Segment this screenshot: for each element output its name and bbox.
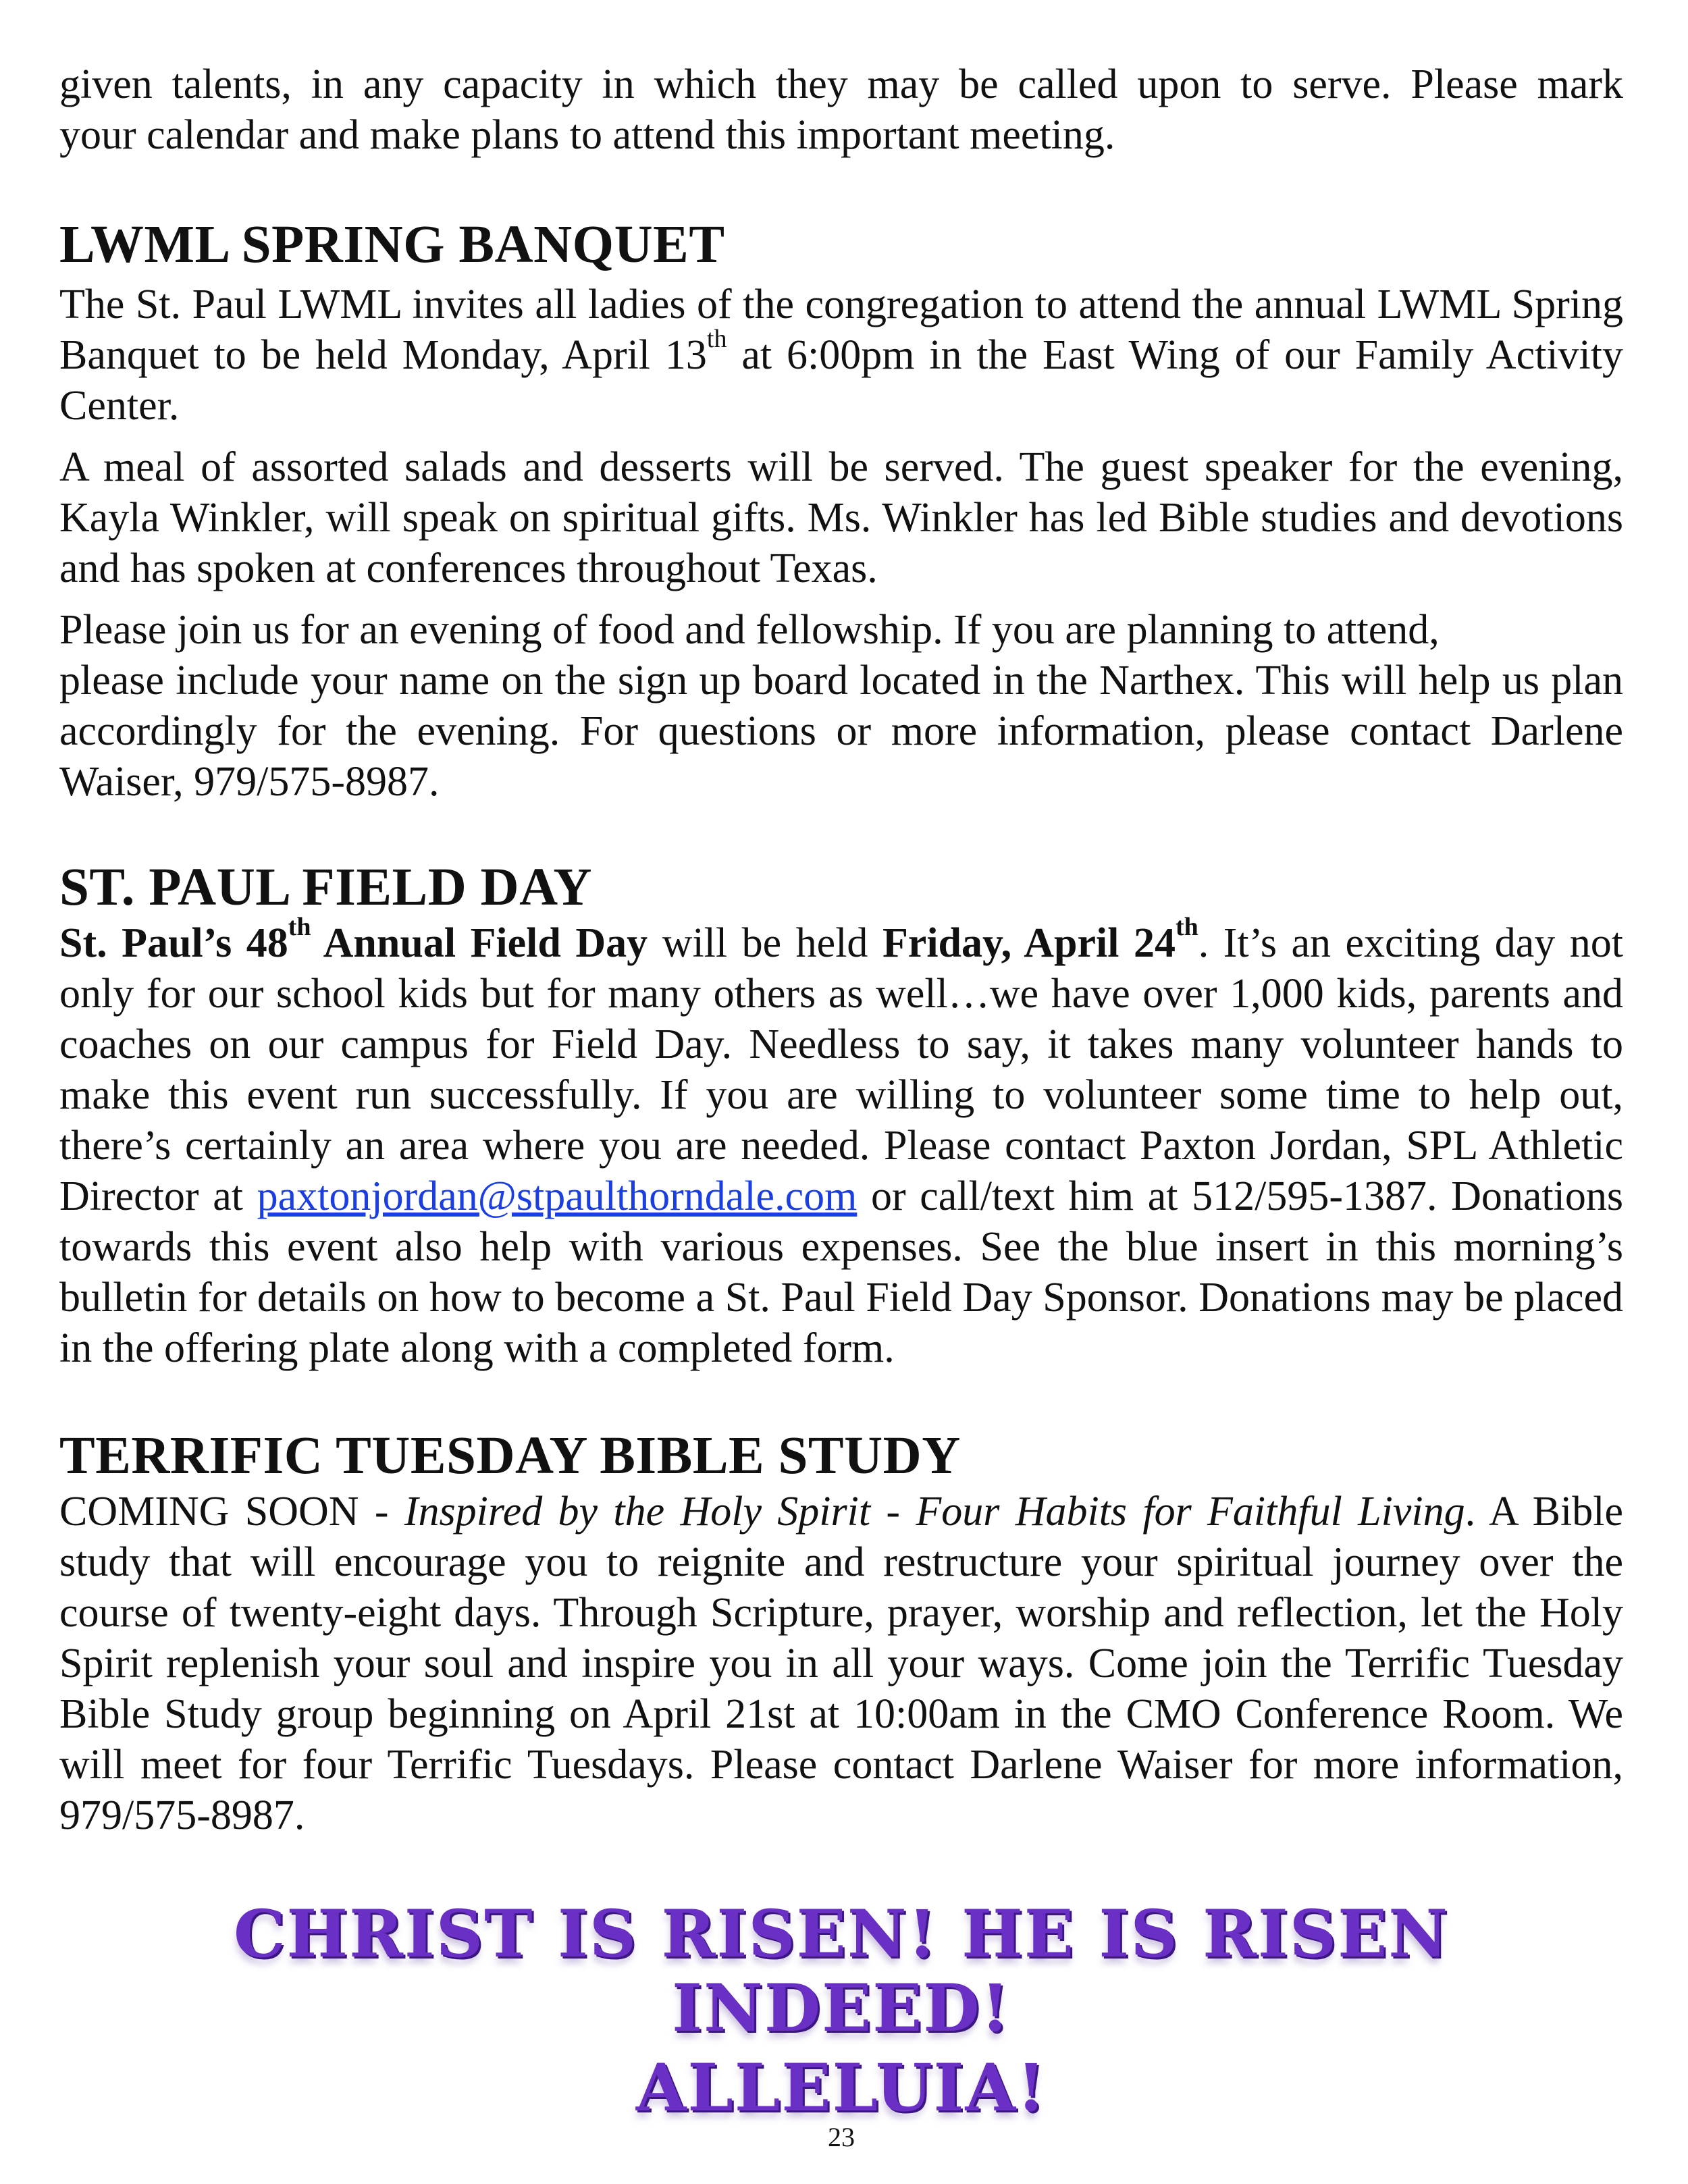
- field-day-bold-1b: Annual Field Day: [311, 920, 648, 966]
- field-day-bold-2: Friday, April 24: [882, 920, 1176, 966]
- section-bible-study: [59, 1426, 1623, 1841]
- banquet-paragraph-2: A meal of assorted salads and desserts will be served. The guest speaker for the evening, Kayla Winkler, will speak on spiritual gifts. Ms. Winkler has led Bible studies and devotions and has spoken at conferences throughout Texas.: [59, 444, 1623, 591]
- banner-line-1: CHRIST IS RISEN! HE IS RISEN INDEED!: [233, 1896, 1450, 2046]
- section-lwml-banquet: [59, 215, 1623, 807]
- banquet-p1-text-a: The St. Paul LWML invites all ladies of the congregation to attend the annual LWML Spring Banquet to be held Monday, April 13: [59, 282, 1623, 378]
- field-day-text-2: . It’s an exciting day not only for our school kids but for many others as well…we have over 1,000 kids, parents and coaches on our campus for Field Day. Needless to say, it takes many volunteer hands to make this event run successfully. If you are willing to volunteer some time to help out, there’s certainly an area where you are needed. Please contact Paxton Jordan, SPL Athletic Director at: [59, 920, 1624, 1219]
- field-day-paragraph: [59, 913, 1624, 1374]
- field-day-text-3: or call/text him at 512/595-1387. Donations towards this event also help with various expenses. See the blue insert in this morning’s bulletin for details on how to become a St. Paul Field Day Sponsor. Donations may be placed in the offering plate along with a completed form.: [59, 1173, 1623, 1371]
- intro-line-1: given talents, in any capacity in which they may be called upon to serve. Please mark: [59, 61, 1623, 107]
- section-heading-bible-study: TERRIFIC TUESDAY BIBLE STUDY: [59, 1427, 961, 1485]
- banquet-paragraph-1: [59, 279, 1623, 431]
- page-number: 23: [828, 2122, 855, 2152]
- banner-line-2: ALLELUIA!: [635, 2050, 1047, 2126]
- field-day-superscript-2: th: [1175, 913, 1198, 942]
- field-day-text-1: will be held: [648, 920, 882, 966]
- field-day-superscript-1: th: [288, 913, 311, 942]
- bible-study-title: Inspired by the Holy Spirit - Four Habits for Faithful Living: [404, 1489, 1465, 1535]
- bulletin-page: [59, 0, 1623, 2184]
- intro-line-2: your calendar and make plans to attend this important meeting.: [59, 112, 1115, 158]
- bible-study-paragraph: [59, 1487, 1623, 1841]
- field-day-bold-1: St. Paul’s 48: [59, 920, 288, 966]
- banquet-p1-superscript: th: [706, 325, 727, 354]
- email-link[interactable]: paxtonjordan@stpaulthorndale.com: [257, 1173, 858, 1219]
- easter-banner: [59, 1897, 1623, 2125]
- banquet-p1-text-b: at 6:00pm in the East Wing of our Family Activity Center.: [59, 332, 1623, 429]
- section-heading-banquet: LWML SPRING BANQUET: [59, 215, 725, 274]
- section-heading-field-day: ST. PAUL FIELD DAY: [59, 858, 592, 917]
- bible-study-lead: COMING SOON -: [59, 1489, 404, 1535]
- bible-study-body: . A Bible study that will encourage you to reignite and restructure your spiritual journey over the course of twenty-eight days. Through Scripture, prayer, worship and reflection, let the Holy Spirit replenish your soul and inspire you in all your ways. Come join the Terrific Tuesday Bible Study group beginning on April 21st at 10:00am in the CMO Conference Room. We will meet for four Terrific Tuesdays. Please contact Darlene Waiser for more information, 979/575-8987.: [59, 1489, 1624, 1838]
- banquet-paragraph-3-line-1: Please join us for an evening of food and fellowship. If you are planning to attend,: [59, 607, 1440, 653]
- section-field-day: [59, 857, 1623, 1374]
- banquet-paragraph-3-rest: please include your name on the sign up board located in the Narthex. This will help us plan accordingly for the evening. For questions or more information, please contact Darlene Waiser, 979/575-8987.: [59, 658, 1623, 805]
- intro-paragraph: [59, 59, 1623, 161]
